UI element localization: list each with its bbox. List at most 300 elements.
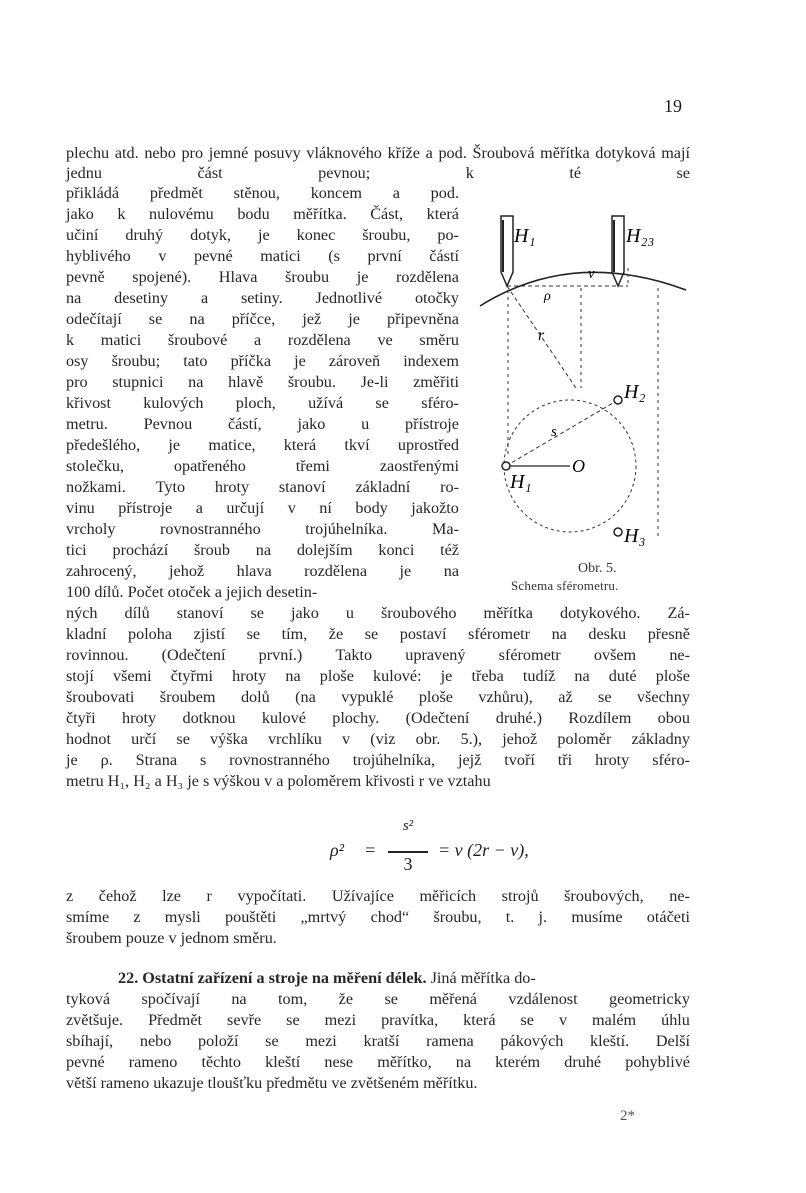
word: dolů: [240, 688, 270, 706]
word: s: [199, 751, 207, 769]
word: pevné: [66, 1053, 105, 1071]
word: nožkami.: [66, 478, 126, 496]
word: indexem: [403, 352, 459, 370]
text-line: [66, 1052, 690, 1072]
word: šroubového: [380, 604, 457, 622]
word: tkví: [344, 436, 370, 454]
word: na: [443, 562, 459, 580]
word: rovnostranného: [159, 520, 261, 538]
word: ne-: [669, 887, 690, 905]
word: sféro-: [652, 751, 690, 769]
formula-lhs: ρ²: [330, 840, 345, 860]
side-s-line: [506, 400, 618, 466]
word: na: [231, 990, 247, 1008]
word: Strana: [135, 751, 178, 769]
signature-mark: 2*: [620, 1108, 635, 1124]
word: v: [558, 1011, 568, 1029]
word: otáčeti: [646, 908, 690, 926]
word: předmět: [149, 184, 203, 202]
word: ovšem: [593, 646, 637, 664]
word: „mrtvý: [300, 908, 347, 926]
word: hroty: [595, 751, 630, 769]
word: a: [200, 289, 209, 307]
word: vzhůru),: [478, 688, 533, 706]
word: se: [246, 625, 261, 643]
word: zaostřenými: [379, 457, 459, 475]
label-h23-top: H₂₃: [626, 225, 655, 247]
section-lead: Jiná měřítka do-: [426, 969, 536, 987]
word: rovinnou.: [66, 646, 129, 664]
text-line: [66, 561, 459, 581]
word: osy: [66, 352, 89, 370]
word: nese: [324, 1053, 354, 1071]
text-line: [66, 645, 690, 665]
text-line: [66, 330, 459, 350]
word: položí: [198, 1032, 239, 1050]
word: druhé.): [495, 709, 543, 727]
word: u: [345, 604, 354, 622]
word: jehož: [502, 730, 538, 748]
word: bodu: [237, 205, 270, 223]
word: šroubu.: [287, 373, 336, 391]
word: šroubových,: [564, 887, 644, 905]
word: z: [66, 887, 74, 905]
word: r: [206, 887, 212, 905]
word: se: [364, 625, 379, 643]
word: částí: [429, 247, 459, 265]
word: koncem: [310, 184, 362, 202]
text-line: [66, 372, 459, 392]
text-line: [66, 477, 459, 497]
word: uprostřed: [397, 436, 459, 454]
word: sférometr: [468, 625, 531, 643]
h2-point: [614, 396, 622, 404]
word: šroubu: [285, 268, 330, 286]
word: zároveň: [328, 352, 381, 370]
word: přístroje: [118, 499, 173, 517]
word: Zá-: [667, 604, 690, 622]
word: k: [66, 331, 75, 349]
word: se: [384, 990, 398, 1008]
word: pákových: [500, 1032, 564, 1050]
fraction-bar: [388, 851, 428, 853]
word: (Odečtení: [405, 709, 470, 727]
word: a: [195, 499, 203, 517]
word: jako: [297, 415, 326, 433]
section-heading: 22. Ostatní zařízení a stroje na měření délek.: [118, 969, 427, 987]
text-line: větší rameno ukazuje tloušťku předmětu ve zvětšeném měřítku.: [66, 1074, 478, 1092]
word: ramena: [426, 1032, 474, 1050]
word: měřítko,: [377, 1053, 432, 1071]
word: až: [558, 688, 573, 706]
text-line: [66, 750, 690, 770]
word: hlava: [236, 562, 272, 580]
word: hroty: [214, 478, 250, 496]
word: směru: [419, 331, 459, 349]
word: malém: [592, 1011, 637, 1029]
word: měřicích: [419, 887, 477, 905]
word: stojí: [66, 667, 94, 685]
word: strojů: [501, 887, 539, 905]
word: rameno: [128, 1053, 178, 1071]
text-line: [66, 886, 690, 906]
word: pro: [66, 373, 88, 391]
h1-point: [502, 462, 510, 470]
word: trojúhelníka,: [352, 751, 436, 769]
word: je: [348, 310, 360, 328]
word: je: [294, 352, 306, 370]
text-line: plechu atd. nebo pro jemné posuvy vláknového kříže a pod. Šroubová měřítka dotyková mají jednu část pevnou; k té se: [66, 144, 690, 182]
word: na: [66, 289, 82, 307]
word: všechny: [636, 688, 690, 706]
word: jež: [302, 310, 322, 328]
text-line: [66, 729, 690, 749]
word: rovnostranného: [229, 751, 330, 769]
text-line: 100 dílů. Počet otoček a jejich desetin-: [66, 583, 318, 601]
word: je: [440, 667, 453, 685]
word: která: [283, 436, 317, 454]
word: kleští.: [590, 1032, 630, 1050]
formula: [330, 818, 530, 882]
word: Užívajíce: [331, 887, 394, 905]
word: se: [250, 604, 264, 622]
word: šroubovati: [66, 688, 135, 706]
text-line: [66, 309, 459, 329]
word: příčce,: [231, 310, 276, 328]
word: křivost: [66, 394, 111, 412]
word: je: [66, 751, 78, 769]
word: ve: [377, 331, 393, 349]
word: konec: [296, 226, 336, 244]
label-s: s: [551, 424, 557, 440]
word: kulové:: [373, 667, 422, 685]
text-line: [66, 246, 459, 266]
word: (viz: [370, 730, 396, 748]
word: je: [399, 562, 412, 580]
word: změřiti: [413, 373, 459, 391]
word: druhé: [564, 1053, 602, 1071]
word: kratší: [363, 1032, 400, 1050]
word: šroubové: [167, 331, 228, 349]
word: sférometr: [498, 646, 561, 664]
word: šroubu,: [362, 226, 411, 244]
word: měřítka: [483, 604, 533, 622]
word: matici: [260, 247, 301, 265]
word: ρ.: [100, 751, 113, 769]
word: chod“: [370, 908, 410, 926]
word: na: [551, 625, 567, 643]
word: ploše: [418, 688, 453, 706]
word: zjistí: [193, 625, 226, 643]
figure-caption-number: Obr. 5.: [578, 561, 617, 576]
word: úhlu: [661, 1011, 690, 1029]
formula-denominator: 3: [403, 854, 413, 874]
text-line: [66, 1010, 690, 1030]
word: dílů: [124, 604, 150, 622]
word: na: [189, 310, 205, 328]
label-h2: H₂: [624, 381, 646, 403]
word: Část,: [370, 205, 404, 223]
word: ní: [319, 499, 332, 517]
word: ných: [66, 604, 98, 622]
word: měřená: [429, 990, 477, 1008]
word: Delší: [655, 1032, 690, 1050]
word: druhý: [125, 226, 164, 244]
word: Jednotlivé: [315, 289, 383, 307]
word: kladní: [66, 625, 107, 643]
word: poloměr: [557, 730, 612, 748]
word: ploše: [655, 667, 690, 685]
word: nebo: [139, 1032, 172, 1050]
text-line: [66, 666, 690, 686]
word: tudíž: [522, 667, 556, 685]
word: též: [440, 541, 459, 559]
word: zahrocený,: [66, 562, 137, 580]
word: poloha: [128, 625, 173, 643]
label-h1: H₁: [510, 471, 532, 493]
word: na: [285, 667, 301, 685]
word: rozdělena: [396, 268, 459, 286]
word: na: [574, 667, 590, 685]
text-line: [66, 456, 459, 476]
word: obou: [657, 709, 690, 727]
word: že: [338, 990, 354, 1008]
word: určují: [226, 499, 265, 517]
label-rho: ρ: [544, 289, 551, 304]
word: a: [253, 331, 262, 349]
word: dolejším: [296, 541, 353, 559]
word: užívá: [308, 394, 344, 412]
word: spočívají: [141, 990, 200, 1008]
text-line: [66, 498, 459, 518]
word: na: [255, 541, 272, 559]
h3-point: [614, 528, 622, 536]
word: Rozdílem: [568, 709, 632, 727]
word: plochy.: [332, 709, 380, 727]
text-line: [66, 225, 459, 245]
word: hroty: [232, 667, 267, 685]
word: pravítka,: [381, 1011, 439, 1029]
word: Tyto: [155, 478, 186, 496]
word: třeba: [471, 667, 504, 685]
word: Hlava: [218, 268, 258, 286]
text-line: [66, 624, 690, 644]
word: vypočítati.: [237, 887, 307, 905]
word: třemi: [295, 457, 330, 475]
text-line: [66, 989, 690, 1009]
word: je: [168, 436, 181, 454]
word: přesně: [647, 625, 690, 643]
text-line: [66, 603, 690, 623]
word: kterém: [495, 1053, 541, 1071]
word: že: [328, 625, 344, 643]
text-line: [66, 708, 690, 728]
word: geometricky: [609, 990, 690, 1008]
word: upravený: [405, 646, 466, 664]
word: pevně: [66, 268, 105, 286]
text-line: [66, 435, 459, 455]
word: měřítka.: [293, 205, 347, 223]
word: trojúhelníka.: [305, 520, 388, 538]
word: která: [426, 205, 459, 223]
word: j.: [538, 908, 548, 926]
word: kulových: [143, 394, 204, 412]
word: vzdálenost: [508, 990, 578, 1008]
word: na: [455, 1053, 472, 1071]
word: hyblivého: [66, 247, 131, 265]
word: obr.: [415, 730, 441, 748]
word: se: [148, 310, 163, 328]
word: (Odečtení: [161, 646, 226, 664]
word: smíme: [66, 908, 110, 926]
word: sbíhají,: [66, 1032, 114, 1050]
word: přístroje: [405, 415, 459, 433]
word: prochází: [112, 541, 169, 559]
text-line: [66, 204, 459, 224]
word: je: [356, 268, 369, 286]
label-r: r: [538, 327, 545, 344]
word: hodnot: [66, 730, 111, 748]
word: (na: [295, 688, 316, 706]
word: spojené).: [132, 268, 192, 286]
word: těchto: [201, 1053, 242, 1071]
word: výška: [210, 730, 248, 748]
word: Předmět: [148, 1011, 203, 1029]
word: Takto: [335, 646, 373, 664]
word: šroub: [193, 541, 230, 559]
word: stanoví: [278, 478, 326, 496]
word: základny: [631, 730, 690, 748]
word: v: [158, 247, 167, 265]
word: ne-: [669, 646, 690, 664]
word: jakožto: [411, 499, 459, 517]
word: matici: [100, 331, 142, 349]
text-line: [66, 519, 459, 539]
word: po-: [437, 226, 459, 244]
word: čtyři: [66, 709, 96, 727]
spherometer-figure: [478, 208, 698, 568]
word: hlavě: [228, 373, 264, 391]
word: rozdělena: [304, 562, 368, 580]
word: pod.: [430, 184, 459, 202]
word: čtyřmi: [170, 667, 214, 685]
word: jako: [290, 604, 319, 622]
text-line: [66, 907, 690, 927]
word: Je-li: [360, 373, 389, 391]
label-h3: H₃: [624, 525, 646, 547]
word: která: [463, 1011, 496, 1029]
word: matice,: [208, 436, 256, 454]
word: se: [265, 1032, 279, 1050]
word: ploch,: [235, 394, 276, 412]
formula-fraction: [388, 818, 428, 882]
word: vinu: [66, 499, 95, 517]
word: sféro-: [421, 394, 459, 412]
word: Pevnou: [143, 415, 193, 433]
word: ro-: [440, 478, 459, 496]
word: musíme: [571, 908, 623, 926]
word: učiní: [66, 226, 99, 244]
label-h1-top: H₁: [514, 225, 536, 247]
word: tvoří: [504, 751, 535, 769]
word: předešlého,: [66, 436, 141, 454]
word: Ma-: [432, 520, 459, 538]
word: desetiny: [114, 289, 169, 307]
formula-equals: =: [364, 840, 377, 860]
formula-numerator: s²: [402, 818, 414, 834]
text-line: [66, 687, 690, 707]
word: šroubem: [159, 688, 216, 706]
word: mezi: [305, 1032, 337, 1050]
word: t.: [505, 908, 515, 926]
word: postaví: [399, 625, 447, 643]
figure-caption-text: Schema sférometru.: [511, 578, 619, 593]
word: u: [361, 415, 370, 433]
word: hroty: [121, 709, 157, 727]
word: body: [355, 499, 388, 517]
word: šroubu;: [111, 352, 161, 370]
word: (s: [328, 247, 340, 265]
word: opatřeného: [173, 457, 246, 475]
word: tici: [66, 541, 87, 559]
word: stupnici: [112, 373, 164, 391]
word: zvětšuje.: [66, 1011, 124, 1029]
word: stěnou,: [233, 184, 280, 202]
word: duté: [608, 667, 637, 685]
word: z: [133, 908, 141, 926]
text-line: šroubem pouze v jednom směru.: [66, 929, 277, 947]
word: příčka: [230, 352, 272, 370]
page-number: 19: [664, 96, 682, 116]
word: šroubu,: [433, 908, 482, 926]
text-line: [66, 540, 459, 560]
word: tyková: [66, 990, 111, 1008]
word: na: [188, 373, 204, 391]
text-line: [66, 267, 459, 287]
word: dotyk,: [190, 226, 231, 244]
text-line: [66, 351, 459, 371]
word: kleští: [265, 1053, 301, 1071]
word: desku: [588, 625, 627, 643]
word: konci: [378, 541, 415, 559]
word: částí,: [227, 415, 262, 433]
word: tím,: [281, 625, 308, 643]
word: tři: [557, 751, 573, 769]
word: ploše: [319, 667, 354, 685]
word: je: [257, 226, 270, 244]
text-line: [66, 288, 459, 308]
word: tom,: [278, 990, 308, 1008]
text-line: metru H₁, H₂ a H₃ je s výškou v a poloměrem křivosti r ve vztahu: [66, 772, 491, 790]
word: první.): [258, 646, 303, 664]
word: tato: [183, 352, 208, 370]
word: se: [286, 1011, 300, 1029]
word: stanoví: [176, 604, 224, 622]
word: všemi: [112, 667, 152, 685]
word: vrchlíku: [267, 730, 322, 748]
word: pohyblivé: [625, 1053, 690, 1071]
word: se: [176, 730, 190, 748]
word: a: [392, 184, 400, 202]
word: sevře: [227, 1011, 262, 1029]
word: lze: [162, 887, 181, 905]
text-line: [66, 1031, 690, 1051]
word: kulové: [261, 709, 306, 727]
formula-rhs: = v (2r − v),: [438, 840, 529, 860]
word: pouštěti: [225, 908, 277, 926]
word: 5.),: [460, 730, 483, 748]
word: jehož: [169, 562, 205, 580]
